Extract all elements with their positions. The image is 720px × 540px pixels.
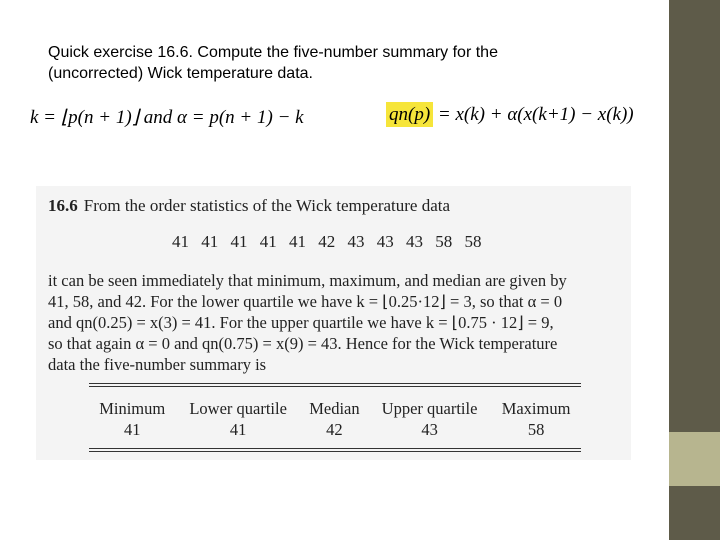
quantile-formula — [26, 96, 652, 136]
table-header-cell: Minimum — [99, 399, 166, 418]
title-line-1: Quick exercise 16.6. Compute the five-number summary for the — [48, 44, 498, 61]
table-header-cell: Lower quartile — [189, 399, 287, 418]
table-top-rule-2 — [89, 386, 581, 387]
paragraph-line: data the five-number summary is — [48, 355, 267, 374]
table-header-cell: Maximum — [501, 399, 571, 418]
decorative-accent-block — [669, 432, 720, 486]
solution-paragraph — [48, 270, 626, 375]
slide-title — [48, 42, 648, 84]
table-value-cell: 41 — [229, 420, 247, 439]
exercise-number: 16.6 — [48, 196, 78, 215]
five-number-summary-table — [89, 398, 581, 440]
table-value-cell: 43 — [421, 420, 438, 439]
paragraph-line: so that again α = 0 and qn(0.75) = x(9) = 43. Hence for the Wick temperature — [48, 334, 558, 353]
formula-quantile — [380, 96, 640, 134]
formula-quantile-rest: = x(k) + α(x(k+1) − x(k)) — [433, 104, 634, 125]
table-value-cell: 58 — [527, 420, 545, 439]
table-value-cell: 41 — [123, 420, 141, 439]
title-line-2: (uncorrected) Wick temperature data. — [48, 65, 313, 82]
table-header-cell: Upper quartile — [381, 399, 478, 418]
paragraph-line: 41, 58, and 42. For the lower quartile we have k = ⌊0.25·12⌋ = 3, so that α = 0 — [48, 292, 563, 311]
table-top-rule — [89, 383, 581, 384]
table-value-cell: 42 — [326, 420, 343, 439]
solution-excerpt — [36, 186, 631, 460]
paragraph-line: it can be seen immediately that minimum, maximum, and median are given by — [48, 271, 567, 290]
highlighted-qn-p: qn(p) — [386, 102, 433, 127]
table-bottom-rule — [89, 448, 581, 449]
table-value-row — [89, 419, 581, 440]
solution-heading — [48, 196, 450, 216]
paragraph-line: and qn(0.25) = x(3) = 41. For the upper quartile we have k = ⌊0.75 · 12⌋ = 9, — [48, 313, 554, 332]
solution-heading-text: From the order statistics of the Wick temperature data — [83, 196, 451, 215]
table-header-row — [89, 398, 581, 419]
table-header-cell: Median — [309, 399, 360, 418]
table-bottom-rule-2 — [89, 451, 581, 452]
order-statistics-values: 41 41 41 41 41 42 43 43 43 58 58 — [172, 232, 482, 251]
formula-k-alpha: k = ⌊p(n + 1)⌋ and α = p(n + 1) − k — [30, 107, 304, 128]
